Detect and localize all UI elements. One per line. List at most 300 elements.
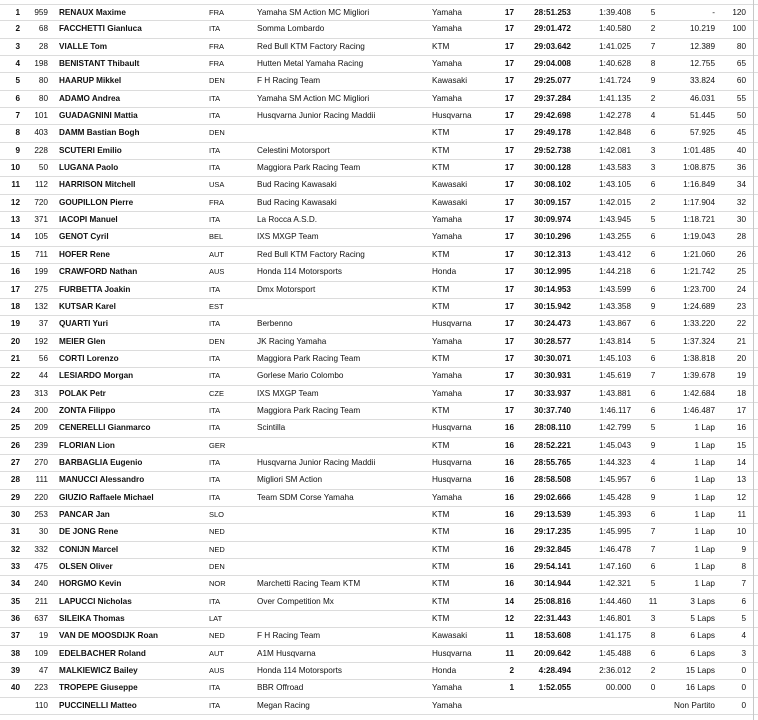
best-lap-time-cell: 1:46.801 [599,614,631,624]
motorcycle-cell: Yamaha [432,336,462,346]
rider-name-cell: RENAUX Maxime [59,8,126,17]
points-cell: 12 [736,492,746,502]
position-cell: 16 [10,267,20,277]
laps-cell: 17 [504,267,514,277]
gap-cell: Non Partito [674,700,715,710]
total-time-cell: 29:03.642 [534,41,571,51]
motorcycle-cell: Yamaha [432,232,462,242]
table-row [0,229,758,246]
team-cell: Maggiora Park Racing Team [257,163,361,173]
nationality-cell: DEN [209,76,225,86]
team-cell: BBR Offroad [257,683,304,693]
points-cell: 0 [741,700,746,710]
total-time-cell: 30:15.942 [534,301,571,311]
best-lap-time-cell: 1:41.175 [599,631,631,641]
nationality-cell: NED [209,544,225,554]
team-cell: Hutten Metal Yamaha Racing [257,59,364,69]
points-cell: 40 [736,145,746,155]
gap-cell: - [712,8,715,17]
position-cell: 14 [10,232,20,242]
table-row [0,611,758,628]
position-cell: 4 [15,59,20,69]
motorcycle-cell: KTM [432,41,450,51]
best-lap-number-cell [648,698,658,714]
table-row [0,680,758,697]
rider-number-cell: 223 [34,683,48,693]
total-time-cell: 30:10.296 [534,232,571,242]
points-cell: 20 [736,353,746,363]
best-lap-number-cell: 2 [650,197,656,207]
team-cell: La Rocca A.S.D. [257,215,318,225]
best-lap-time-cell: 1:44.323 [599,457,631,467]
position-cell: 22 [10,371,20,381]
gap-cell: 10.219 [689,24,715,34]
points-cell: 18 [736,388,746,398]
best-lap-number-cell: 11 [648,596,658,606]
rider-number-cell: 110 [34,700,48,710]
rider-name-cell: DAMM Bastian Bogh [59,128,140,138]
team-cell: Gorlese Mario Colombo [257,371,344,381]
position-cell: 29 [10,492,20,502]
nationality-cell: ITA [209,319,221,329]
rider-name-cell: IACOPI Manuel [59,215,118,225]
best-lap-number-cell: 6 [650,284,656,294]
table-row [0,56,758,73]
best-lap-number-cell: 6 [650,319,656,329]
table-row [0,524,758,541]
motorcycle-cell: KTM [432,509,450,519]
best-lap-number-cell: 6 [650,232,656,242]
points-cell: 8 [741,562,746,571]
points-cell: 25 [736,267,746,277]
table-row [0,646,758,663]
total-time-cell: 30:14.953 [534,284,571,294]
position-cell: 5 [15,76,20,86]
best-lap-number-cell: 8 [650,59,656,69]
total-time-cell: 29:02.666 [534,492,571,502]
rider-name-cell: PANCAR Jan [59,509,110,519]
table-row [0,125,758,142]
nationality-cell: ITA [209,405,221,415]
laps-cell: 17 [504,319,514,329]
rider-number-cell: 19 [38,631,48,641]
position-cell: 7 [15,111,20,121]
nationality-cell: ITA [209,284,221,294]
total-time-cell: 30:14.944 [534,579,571,589]
best-lap-number-cell: 4 [650,111,656,121]
motorcycle-cell: Yamaha [432,492,462,502]
gap-cell: 1:17.904 [683,197,715,207]
team-cell: Maggiora Park Racing Team [257,405,361,415]
table-row [0,212,758,229]
points-cell: 3 [741,648,746,658]
gap-cell: 1 Lap [694,544,715,554]
position-cell: 39 [10,666,20,676]
rider-number-cell: 720 [34,197,48,207]
points-cell: 0 [741,666,746,676]
table-row [0,143,758,160]
team-cell: Over Competition Mx [257,596,334,606]
motorcycle-cell: Husqvarna [432,423,472,433]
gap-cell: 6 Laps [690,648,715,658]
gap-cell: 1:01.485 [683,145,715,155]
rider-name-cell: PUCCINELLI Matteo [59,700,137,710]
best-lap-time-cell: 1:45.995 [599,527,631,537]
best-lap-time-cell: 00.000 [605,683,631,693]
rider-name-cell: SILEIKA Thomas [59,614,125,624]
table-row [0,177,758,194]
motorcycle-cell: Yamaha [432,59,462,69]
laps-cell: 17 [504,249,514,259]
laps-cell: 17 [504,232,514,242]
best-lap-number-cell: 7 [650,41,656,51]
best-lap-number-cell: 6 [650,180,656,190]
nationality-cell: EST [209,301,224,311]
best-lap-time-cell: 1:44.460 [599,596,631,606]
motorcycle-cell: KTM [432,544,450,554]
rider-number-cell: 637 [34,614,48,624]
team-cell: F H Racing Team [257,76,321,86]
points-cell: 10 [736,527,746,537]
table-row [0,663,758,680]
total-time-cell: 29:49.178 [534,128,571,138]
gap-cell: 15 Laps [685,666,715,676]
rider-number-cell: 475 [34,562,48,571]
nationality-cell: LAT [209,614,223,624]
team-cell: JK Racing Yamaha [257,336,327,346]
motorcycle-cell: KTM [432,527,450,537]
laps-cell: 14 [504,596,514,606]
best-lap-time-cell: 1:39.408 [599,8,631,17]
motorcycle-cell: Yamaha [432,8,462,17]
rider-number-cell: 47 [38,666,48,676]
best-lap-time-cell: 1:45.393 [599,509,631,519]
best-lap-time-cell: 1:42.848 [599,128,631,138]
best-lap-number-cell: 3 [650,163,656,173]
rider-number-cell: 44 [38,371,48,381]
laps-cell: 17 [504,24,514,34]
motorcycle-cell: Yamaha [432,93,462,103]
rider-number-cell: 403 [34,128,48,138]
position-cell: 26 [10,440,20,450]
points-cell: 30 [736,215,746,225]
motorcycle-cell: Husqvarna [432,319,472,329]
total-time-cell: 28:51.253 [534,8,571,17]
motorcycle-cell: Yamaha [432,700,462,710]
total-time-cell: 1:52.055 [538,683,571,693]
best-lap-number-cell: 7 [650,371,656,381]
rider-number-cell: 28 [38,41,48,51]
nationality-cell: GER [209,440,226,450]
best-lap-time-cell: 1:43.412 [599,249,631,259]
table-right-border [753,0,754,720]
position-cell: 24 [10,405,20,415]
best-lap-time-cell: 1:43.867 [599,319,631,329]
rider-name-cell: HAARUP Mikkel [59,76,122,86]
rider-name-cell: FURBETTA Joakin [59,284,131,294]
nationality-cell: USA [209,180,225,190]
position-cell: 19 [10,319,20,329]
best-lap-time-cell: 1:42.015 [599,197,631,207]
points-cell: 36 [736,163,746,173]
nationality-cell: ITA [209,145,221,155]
best-lap-time-cell: 1:41.025 [599,41,631,51]
rider-number-cell: 30 [38,527,48,537]
team-cell: Yamaha SM Action MC Migliori [257,93,370,103]
laps-cell: 17 [504,93,514,103]
laps-cell: 16 [504,509,514,519]
position-cell: 33 [10,562,20,571]
rider-number-cell: 199 [34,267,48,277]
best-lap-number-cell: 5 [650,215,656,225]
best-lap-time-cell: 1:44.218 [599,267,631,277]
motorcycle-cell: Yamaha [432,371,462,381]
motorcycle-cell: Husqvarna [432,111,472,121]
best-lap-time-cell: 1:45.043 [599,440,631,450]
table-row [0,698,758,715]
best-lap-number-cell: 8 [650,631,656,641]
rider-name-cell: MANUCCI Alessandro [59,475,145,485]
motorcycle-cell: Kawasaki [432,631,468,641]
motorcycle-cell: Yamaha [432,388,462,398]
position-cell: 6 [15,93,20,103]
rider-name-cell: HOFER Rene [59,249,110,259]
nationality-cell: ITA [209,457,221,467]
nationality-cell: ITA [209,492,221,502]
nationality-cell: AUS [209,267,225,277]
position-cell: 23 [10,388,20,398]
best-lap-time-cell: 1:40.580 [599,24,631,34]
team-cell: Maggiora Park Racing Team [257,353,361,363]
total-time-cell: 29:25.077 [534,76,571,86]
table-row [0,472,758,489]
gap-cell: 1 Lap [694,509,715,519]
table-row [0,559,758,576]
total-time-cell: 29:52.738 [534,145,571,155]
best-lap-number-cell: 6 [650,388,656,398]
points-cell: 34 [736,180,746,190]
best-lap-number-cell: 3 [650,614,656,624]
points-cell: 16 [736,423,746,433]
best-lap-number-cell: 9 [650,301,656,311]
best-lap-time-cell: 1:40.628 [599,59,631,69]
total-time-cell: 20:09.642 [534,648,571,658]
gap-cell: 1:46.487 [683,405,715,415]
nationality-cell: SLO [209,509,225,519]
position-cell: 9 [15,145,20,155]
table-row [0,490,758,507]
rider-name-cell: POLAK Petr [59,388,106,398]
motorcycle-cell: Husqvarna [432,475,472,485]
laps-cell: 17 [504,371,514,381]
position-cell: 20 [10,336,20,346]
points-cell: 23 [736,301,746,311]
position-cell: 11 [11,180,20,190]
rider-name-cell: LAPUCCI Nicholas [59,596,132,606]
total-time-cell: 30:30.931 [534,371,571,381]
points-cell: 0 [741,683,746,693]
position-cell: 17 [10,284,20,294]
total-time-cell: 28:55.765 [534,457,571,467]
table-row [0,247,758,264]
rider-name-cell: CONIJN Marcel [59,544,119,554]
team-cell: A1M Husqvarna [257,648,316,658]
gap-cell: 12.755 [689,59,715,69]
best-lap-number-cell: 6 [650,648,656,658]
best-lap-time-cell: 1:43.105 [599,180,631,190]
position-cell: 13 [10,215,20,225]
position-cell: 2 [15,24,20,34]
total-time-cell: 4:28.494 [538,666,571,676]
nationality-cell: AUT [209,249,224,259]
best-lap-time-cell: 1:41.135 [599,93,631,103]
nationality-cell: DEN [209,562,225,571]
laps-cell: 17 [504,8,514,17]
points-cell: 60 [736,76,746,86]
table-row [0,455,758,472]
position-cell: 1 [15,8,20,17]
rider-number-cell: 192 [34,336,48,346]
rider-name-cell: HORGMO Kevin [59,579,122,589]
rider-name-cell: LESIARDO Morgan [59,371,134,381]
laps-cell: 17 [504,163,514,173]
points-cell: 21 [736,336,746,346]
table-row [0,39,758,56]
nationality-cell: DEN [209,336,225,346]
nationality-cell: CZE [209,388,224,398]
laps-cell: 17 [504,197,514,207]
team-cell: Berbenno [257,319,293,329]
team-cell: Husqvarna Junior Racing Maddii [257,457,376,467]
total-time-cell: 29:54.141 [534,562,571,571]
nationality-cell: ITA [209,24,221,34]
rider-number-cell: 209 [34,423,48,433]
points-cell: 26 [736,249,746,259]
points-cell: 24 [736,284,746,294]
nationality-cell: ITA [209,596,221,606]
rider-name-cell: ADAMO Andrea [59,93,121,103]
points-cell: 5 [741,614,746,624]
best-lap-number-cell: 6 [650,267,656,277]
motorcycle-cell: KTM [432,405,450,415]
rider-number-cell: 198 [34,59,48,69]
points-cell: 80 [736,41,746,51]
rider-name-cell: GUADAGNINI Mattia [59,111,138,121]
points-cell: 14 [736,457,746,467]
rider-number-cell: 270 [34,457,48,467]
nationality-cell: ITA [209,353,221,363]
rider-name-cell: KUTSAR Karel [59,301,116,311]
position-cell: 28 [10,475,20,485]
rider-number-cell: 711 [34,249,48,259]
total-time-cell: 29:04.008 [534,59,571,69]
best-lap-time-cell: 1:42.799 [599,423,631,433]
laps-cell: 16 [504,492,514,502]
points-cell: 45 [736,128,746,138]
motorcycle-cell: Yamaha [432,683,462,693]
laps-cell: 17 [504,215,514,225]
motorcycle-cell: Husqvarna [432,457,472,467]
nationality-cell: FRA [209,59,224,69]
gap-cell: 57.925 [689,128,715,138]
position-cell: 31 [10,527,20,537]
best-lap-number-cell: 6 [650,128,656,138]
laps-cell: 12 [504,614,514,624]
total-time-cell: 29:01.472 [534,24,571,34]
best-lap-time-cell: 1:46.117 [599,405,631,415]
motorcycle-cell: Yamaha [432,24,462,34]
results-table [0,4,758,715]
total-time-cell: 30:37.740 [534,405,571,415]
rider-name-cell: MEIER Glen [59,336,106,346]
total-time-cell: 30:24.473 [534,319,571,329]
points-cell: 28 [736,232,746,242]
motorcycle-cell: KTM [432,128,450,138]
gap-cell: 1:24.689 [683,301,715,311]
best-lap-time-cell: 1:43.255 [599,232,631,242]
rider-name-cell: VIALLE Tom [59,41,108,51]
laps-cell: 17 [504,301,514,311]
position-cell: 10 [10,163,20,173]
points-cell: 13 [736,475,746,485]
rider-number-cell: 112 [34,180,48,190]
position-cell: 12 [10,197,20,207]
team-cell: Honda 114 Motorsports [257,666,342,676]
motorcycle-cell: KTM [432,440,450,450]
points-cell: 17 [736,405,746,415]
nationality-cell: AUS [209,666,225,676]
gap-cell: 1 Lap [694,423,715,433]
rider-name-cell: GENOT Cyril [59,232,109,242]
total-time-cell: 30:08.102 [534,180,571,190]
nationality-cell: DEN [209,128,225,138]
points-cell: 11 [737,509,746,519]
laps-cell: 17 [504,336,514,346]
motorcycle-cell: KTM [432,579,450,589]
rider-name-cell: SCUTERI Emilio [59,145,122,155]
total-time-cell: 29:37.284 [534,93,571,103]
best-lap-number-cell: 7 [650,527,656,537]
best-lap-number-cell: 4 [650,457,656,467]
gap-cell: 1:18.721 [683,215,715,225]
table-row [0,264,758,281]
best-lap-number-cell: 5 [650,579,656,589]
best-lap-time-cell: 1:42.321 [599,579,631,589]
laps-cell: 17 [504,76,514,86]
table-row [0,368,758,385]
table-row [0,282,758,299]
position-cell: 18 [10,301,20,311]
gap-cell: 1:23.700 [683,284,715,294]
rider-name-cell: GIUZIO Raffaele Michael [59,492,154,502]
rider-number-cell: 132 [34,301,48,311]
motorcycle-cell: KTM [432,163,450,173]
team-cell: Scintilla [257,423,286,433]
points-cell: 9 [741,544,746,554]
motorcycle-cell: Honda [432,666,457,676]
laps-cell: 16 [504,579,514,589]
gap-cell: 1:42.684 [683,388,715,398]
gap-cell: 46.031 [689,93,715,103]
best-lap-number-cell: 3 [650,145,656,155]
rider-number-cell: 80 [38,93,48,103]
position-cell: 34 [10,579,20,589]
laps-cell: 17 [504,41,514,51]
laps-cell: 17 [504,180,514,190]
table-row [0,21,758,38]
rider-number-cell: 228 [34,145,48,155]
nationality-cell: NOR [209,579,226,589]
